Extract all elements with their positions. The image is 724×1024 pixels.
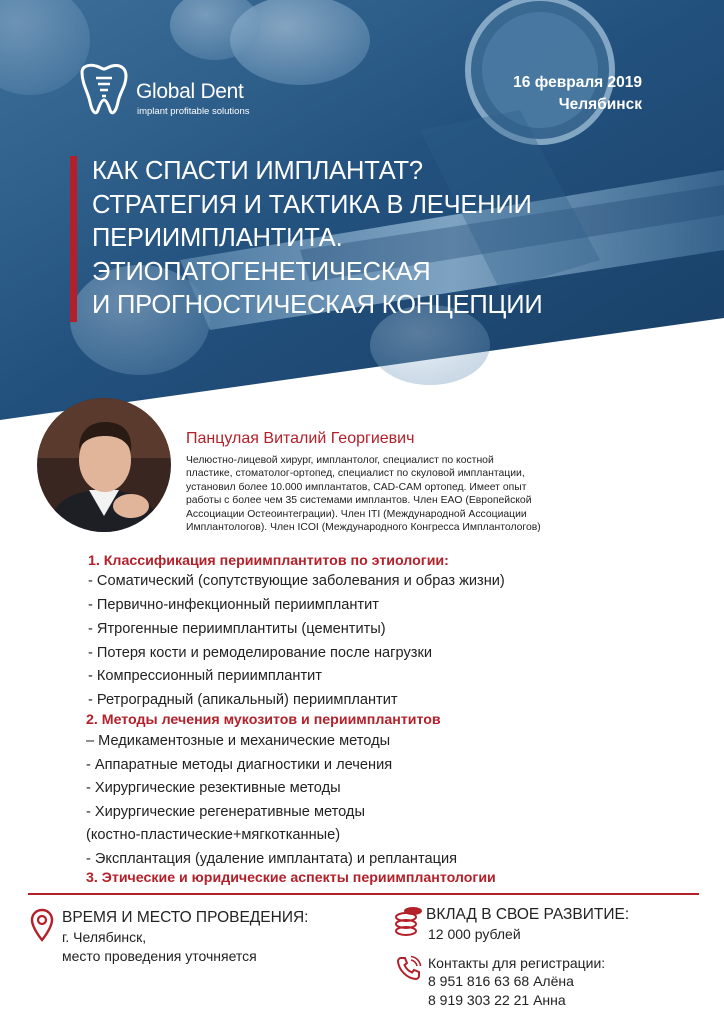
program-section-1-title: 1. Классификация периимплантитов по этиологии: bbox=[88, 553, 449, 569]
program-item: - Ретроградный (апикальный) периимплантит bbox=[88, 692, 398, 708]
contacts-label: Контакты для регистрации: bbox=[428, 955, 606, 971]
program-item: - Аппаратные методы диагностики и лечения bbox=[86, 757, 393, 773]
program-item: - Хирургические регенеративные методы bbox=[86, 804, 365, 820]
venue-note: место проведения уточняется bbox=[62, 948, 257, 964]
program-item: - Соматический (сопутствующие заболевания и образ жизни) bbox=[88, 573, 505, 589]
program-item: - Первично-инфекционный периимплантит bbox=[88, 597, 379, 613]
speaker-bio bbox=[186, 454, 646, 534]
tooth-logo-icon bbox=[76, 62, 132, 118]
contact-phone-2: 8 919 303 22 21 Анна bbox=[428, 992, 566, 1008]
bio-line: Имплантологов). Член ICOI (Международного Конгресса Имплантологов) bbox=[186, 522, 541, 534]
event-city: Челябинск bbox=[558, 96, 642, 113]
title-line: ПЕРИИМПЛАНТИТА. bbox=[92, 224, 343, 252]
program-item: (костно-пластические+мягкотканные) bbox=[86, 827, 341, 843]
program-item: - Эксплантация (удаление имплантата) и реплантация bbox=[86, 851, 457, 867]
title-line: И ПРОГНОСТИЧЕСКАЯ КОНЦЕПЦИИ bbox=[92, 291, 543, 319]
brand-name: Global Dent bbox=[136, 80, 244, 103]
contact-phone-1: 8 951 816 63 68 Алёна bbox=[428, 973, 574, 989]
program-section-2-title: 2. Методы лечения мукозитов и периимплантитов bbox=[86, 712, 441, 728]
brand-logo bbox=[76, 62, 276, 122]
bio-line: Челюстно-лицевой хирург, имплантолог, специалист по костной bbox=[186, 455, 494, 466]
venue-city: г. Челябинск, bbox=[62, 929, 147, 945]
speaker-photo bbox=[37, 398, 171, 532]
hero-banner bbox=[0, 0, 724, 420]
title-accent-bar bbox=[70, 156, 77, 322]
footer-divider bbox=[28, 893, 699, 895]
speaker-name: Панцулая Виталий Георгиевич bbox=[186, 430, 415, 447]
event-date-block bbox=[513, 72, 642, 116]
brand-tagline: implant profitable solutions bbox=[137, 106, 250, 117]
title-line: КАК СПАСТИ ИМПЛАНТАТ? bbox=[92, 157, 423, 185]
title-line: СТРАТЕГИЯ И ТАКТИКА В ЛЕЧЕНИИ bbox=[92, 190, 532, 219]
program-item: - Ятрогенные периимплантиты (цементиты) bbox=[88, 621, 386, 637]
bio-line: Ассоциации Остеоинтеграции). Член ITI (Международной Ассоциации bbox=[186, 508, 527, 520]
price-value: 12 000 рублей bbox=[428, 926, 521, 942]
event-date: 16 февраля 2019 bbox=[513, 74, 642, 91]
program-item: - Компрессионный периимплантит bbox=[88, 668, 322, 684]
title-line: ЭТИОПАТОГЕНЕТИЧЕСКАЯ bbox=[92, 257, 431, 286]
location-pin-icon bbox=[30, 908, 54, 942]
program-section-3-title: 3. Этические и юридические аспекты периимплантологии bbox=[86, 870, 496, 886]
bio-line: пластике, стоматолог-ортопед, специалист по скуловой имплантации, bbox=[186, 468, 525, 480]
coins-icon bbox=[394, 905, 424, 937]
venue-label: ВРЕМЯ И МЕСТО ПРОВЕДЕНИЯ: bbox=[62, 909, 309, 926]
event-title bbox=[92, 155, 542, 323]
price-label: ВКЛАД В СВОЕ РАЗВИТИЕ: bbox=[426, 906, 630, 923]
speaker-portrait bbox=[37, 398, 171, 532]
bio-line: работы с более чем 35 системами имплантов. Член EAO (Европейской bbox=[186, 495, 532, 507]
phone-icon bbox=[396, 955, 422, 981]
bio-line: установил более 10.000 имплантатов, CAD-CAM ортопед. Имеет опыт bbox=[186, 481, 527, 493]
program-item: - Хирургические резективные методы bbox=[86, 780, 341, 796]
program-item: - Потеря кости и ремоделирование после нагрузки bbox=[88, 645, 432, 661]
program-item: – Медикаментозные и механические методы bbox=[86, 733, 391, 749]
